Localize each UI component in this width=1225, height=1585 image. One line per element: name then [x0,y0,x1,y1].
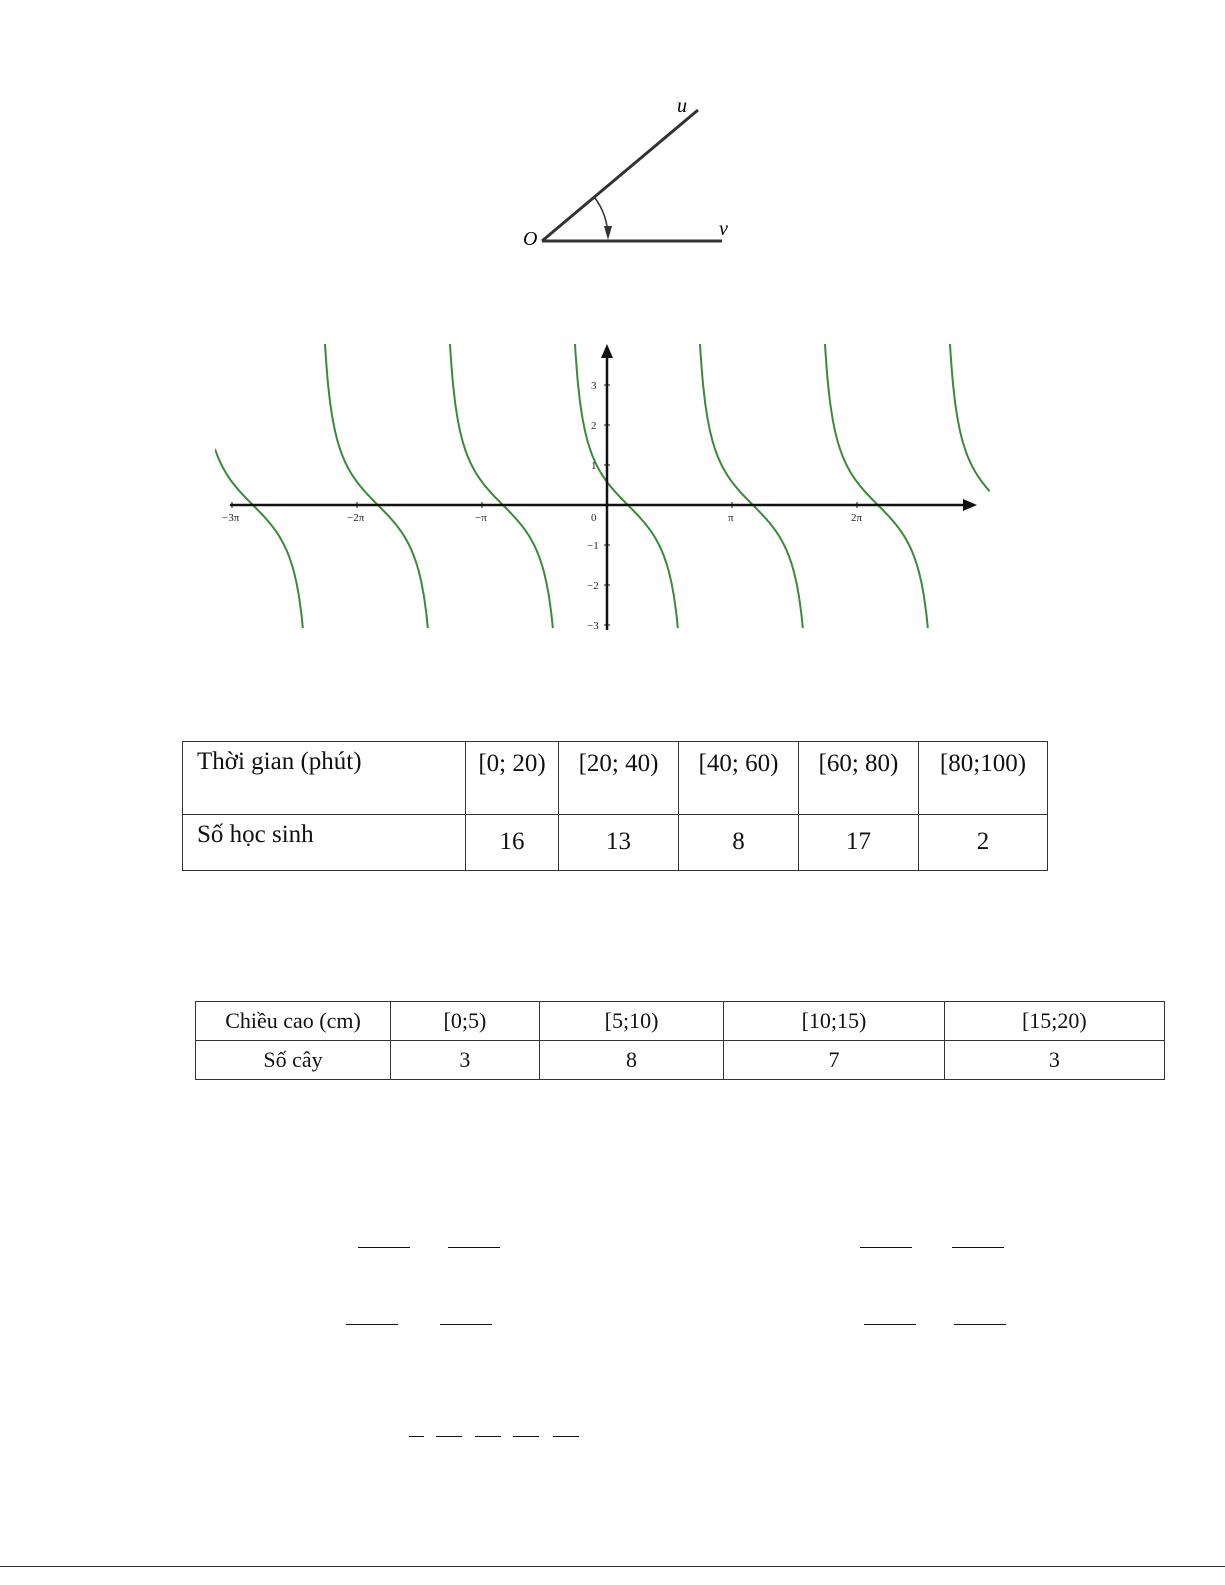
y-tick-label: −1 [587,540,599,552]
ray-ou [542,110,698,241]
height-header-label: Chiều cao (cm) [196,1002,391,1041]
time-interval-cell: [40; 60) [678,742,798,815]
arc-arrowhead [604,226,612,240]
fraction-bar [952,1247,1004,1248]
tree-count-cell: 3 [944,1041,1164,1080]
curve-branch [950,344,990,491]
table-row [196,1002,1165,1041]
time-frequency-table [182,741,1048,871]
curve-branch [825,344,928,628]
x-tick-label: −2π [347,512,365,524]
y-tick-label: −3 [587,620,599,630]
time-interval-cell: [0; 20) [466,742,559,815]
fraction-bar [346,1324,398,1325]
height-interval-cell: [10;15) [724,1002,944,1041]
x-tick-label: −π [475,512,487,524]
student-count-cell: 8 [678,814,798,870]
fraction-bar [475,1436,501,1437]
table-row [183,742,1048,815]
function-graph [215,340,990,630]
table-row [183,814,1048,870]
student-count-cell: 16 [466,814,559,870]
x-tick-label: 0 [591,512,597,524]
fraction-bar [553,1436,579,1437]
x-tick-label: −3π [222,512,240,524]
y-tick-label: −2 [587,580,599,592]
student-count-cell: 17 [798,814,918,870]
time-interval-cell: [80;100) [918,742,1047,815]
student-count-cell: 13 [559,814,679,870]
angle-figure [500,90,760,260]
curve-branch [325,344,428,628]
x-axis-arrow [963,499,977,511]
height-frequency-table [195,1001,1165,1080]
fraction-bar [954,1324,1006,1325]
y-tick-label: 1 [591,460,597,472]
fraction-bar [440,1324,492,1325]
y-tick-label: 3 [591,380,597,392]
tree-count-cell: 8 [539,1041,724,1080]
y-tick-label: 2 [591,420,597,432]
tree-count-cell: 3 [391,1041,540,1080]
fraction-bar [436,1436,462,1437]
trees-row-label: Số cây [196,1041,391,1080]
fraction-bar [864,1324,916,1325]
x-tick-label: 2π [851,512,863,524]
students-row-label: Số học sinh [183,814,466,870]
label-ray-v: v [719,218,728,240]
time-interval-cell: [60; 80) [798,742,918,815]
page-bottom-rule [0,1566,1225,1567]
table-row [196,1041,1165,1080]
time-interval-cell: [20; 40) [559,742,679,815]
x-tick-label: π [728,512,734,524]
fraction-bar [513,1436,539,1437]
fraction-bar [358,1247,410,1248]
tree-count-cell: 7 [724,1041,944,1080]
fraction-bar [409,1436,424,1437]
curve-branch [700,344,803,628]
time-header-label: Thời gian (phút) [183,742,466,815]
label-ray-u: u [677,95,687,117]
y-axis-arrow [601,344,613,358]
height-interval-cell: [15;20) [944,1002,1164,1041]
curve-branch [215,449,303,628]
fraction-bar [448,1247,500,1248]
height-interval-cell: [0;5) [391,1002,540,1041]
fraction-bar [860,1247,912,1248]
height-interval-cell: [5;10) [539,1002,724,1041]
graph-curves [215,344,990,628]
student-count-cell: 2 [918,814,1047,870]
curve-branch [450,344,553,628]
label-origin: O [523,228,538,250]
